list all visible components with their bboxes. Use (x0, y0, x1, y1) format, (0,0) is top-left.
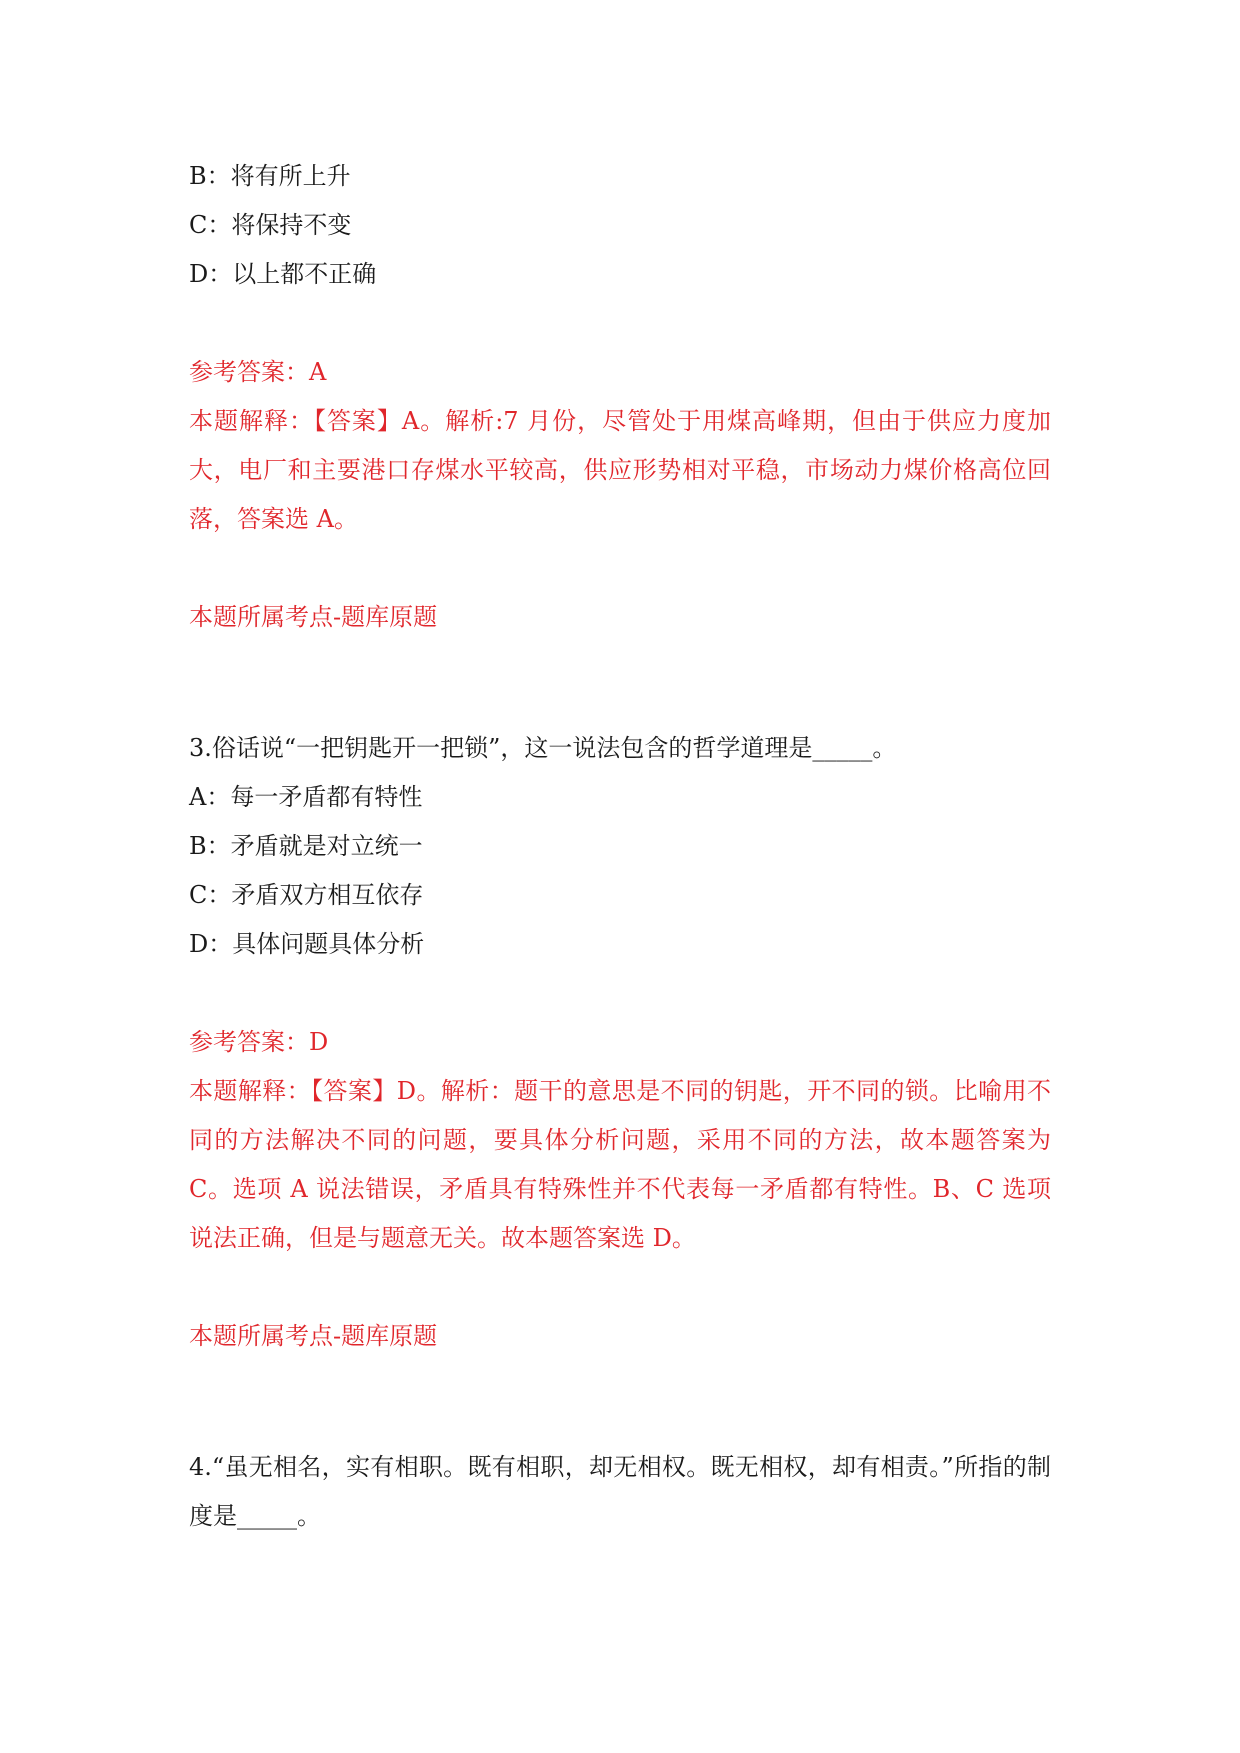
q3-option-d: D：具体问题具体分析 (189, 930, 425, 958)
q2-topic: 本题所属考点-题库原题 (189, 603, 438, 631)
q3-explanation: 本题解释：【答案】D。解析：题干的意思是不同的钥匙，开不同的锁。比喻用不同的方法解决不同的问题，要具体分析问题，采用不同的方法，故本题答案为 C。选项 A 说法错误，矛盾具有特殊性并不代表每一矛盾都有特性。B、C 选项说法正确，但是与题意无关。故本题答案选 D。 (189, 1077, 1051, 1252)
q2-option-c: C：将保持不变 (189, 211, 352, 239)
q2-answer: 参考答案：A (189, 358, 327, 386)
document-page (189, 152, 1051, 1541)
q3-option-b: B：矛盾就是对立统一 (189, 832, 423, 860)
q3-answer: 参考答案：D (189, 1028, 329, 1056)
q3-topic: 本题所属考点-题库原题 (189, 1322, 438, 1350)
q3-option-c: C：矛盾双方相互依存 (189, 881, 424, 909)
q2-explanation: 本题解释：【答案】A。解析:7 月份，尽管处于用煤高峰期，但由于供应力度加大，电厂和主要港口存煤水平较高，供应形势相对平稳，市场动力煤价格高位回落，答案选 A。 (189, 407, 1051, 533)
q4-stem: 4.“虽无相名，实有相职。既有相职，却无相权。既无相权，却有相责。”所指的制度是_____。 (189, 1453, 1051, 1530)
q2-option-b: B：将有所上升 (189, 162, 351, 190)
q3-option-a: A：每一矛盾都有特性 (189, 783, 423, 811)
q2-option-d: D：以上都不正确 (189, 260, 377, 288)
q3-stem: 3.俗话说“一把钥匙开一把锁”，这一说法包含的哲学道理是_____。 (189, 734, 897, 762)
